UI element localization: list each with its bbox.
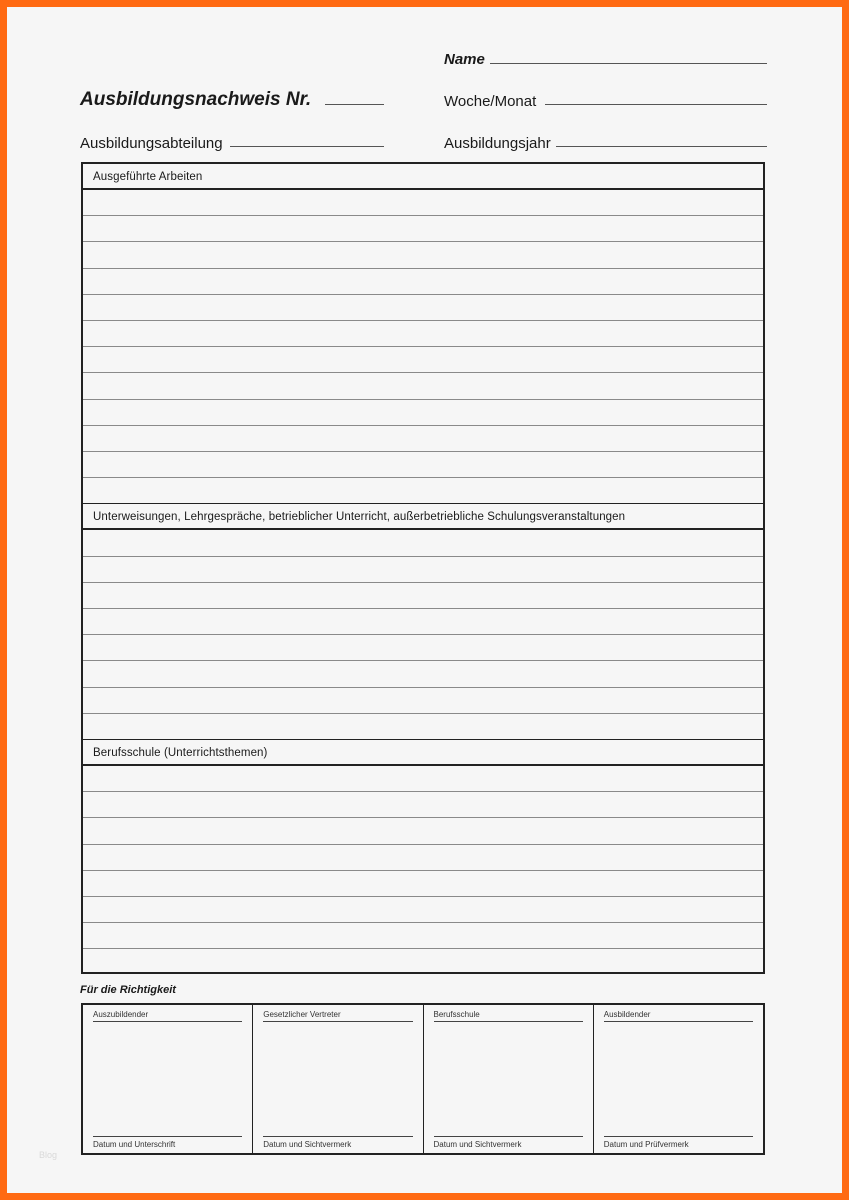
signature-caption: Datum und Prüfvermerk	[604, 1136, 753, 1149]
watermark: Blog	[39, 1150, 58, 1160]
writing-line[interactable]	[83, 268, 763, 269]
week-month-label: Woche/Monat	[444, 93, 537, 110]
writing-line[interactable]	[83, 948, 763, 949]
writing-line[interactable]	[83, 634, 763, 635]
name-label: Name	[444, 51, 485, 68]
writing-line[interactable]	[83, 870, 763, 871]
writing-line[interactable]	[83, 896, 763, 897]
writing-line[interactable]	[83, 922, 763, 923]
writing-line[interactable]	[83, 477, 763, 478]
department-label: Ausbildungsabteilung	[80, 135, 223, 152]
writing-line[interactable]	[83, 817, 763, 818]
writing-line[interactable]	[83, 844, 763, 845]
writing-line[interactable]	[83, 713, 763, 714]
department-field[interactable]	[230, 146, 384, 147]
confirmation-heading: Für die Richtigkeit	[80, 984, 176, 996]
report-grid	[81, 162, 765, 974]
signature-cell-vocational-school[interactable]	[424, 1005, 594, 1153]
signature-role: Gesetzlicher Vertreter	[263, 1010, 412, 1022]
signature-cell-trainer[interactable]	[594, 1005, 763, 1153]
form-page	[7, 7, 842, 1193]
writing-line[interactable]	[83, 425, 763, 426]
signature-table	[81, 1003, 765, 1155]
training-year-label: Ausbildungsjahr	[444, 135, 551, 152]
signature-role: Ausbildender	[604, 1010, 753, 1022]
writing-line[interactable]	[83, 294, 763, 295]
signature-cell-trainee[interactable]	[83, 1005, 253, 1153]
signature-role: Berufsschule	[434, 1010, 583, 1022]
writing-line[interactable]	[83, 372, 763, 373]
signature-caption: Datum und Sichtvermerk	[434, 1136, 583, 1149]
writing-line[interactable]	[83, 556, 763, 557]
writing-line[interactable]	[83, 241, 763, 242]
section-header: Unterweisungen, Lehrgespräche, betrieblicher Unterricht, außerbetriebliche Schulungsveranstaltungen	[83, 504, 763, 530]
training-year-field[interactable]	[556, 146, 767, 147]
writing-line[interactable]	[83, 215, 763, 216]
form-title: Ausbildungsnachweis Nr.	[80, 89, 312, 110]
signature-caption: Datum und Sichtvermerk	[263, 1136, 412, 1149]
name-field[interactable]	[490, 63, 767, 64]
writing-line[interactable]	[83, 346, 763, 347]
writing-line[interactable]	[83, 582, 763, 583]
writing-line[interactable]	[83, 320, 763, 321]
week-month-field[interactable]	[545, 104, 767, 105]
writing-line[interactable]	[83, 791, 763, 792]
writing-line[interactable]	[83, 451, 763, 452]
writing-line[interactable]	[83, 399, 763, 400]
section-header: Berufsschule (Unterrichtsthemen)	[83, 740, 763, 766]
signature-role: Auszubildender	[93, 1010, 242, 1022]
writing-line[interactable]	[83, 608, 763, 609]
report-number-field[interactable]	[325, 104, 384, 105]
signature-caption: Datum und Unterschrift	[93, 1136, 242, 1149]
writing-line[interactable]	[83, 660, 763, 661]
writing-line[interactable]	[83, 687, 763, 688]
signature-cell-legal-guardian[interactable]	[253, 1005, 423, 1153]
section-header: Ausgeführte Arbeiten	[83, 164, 763, 190]
